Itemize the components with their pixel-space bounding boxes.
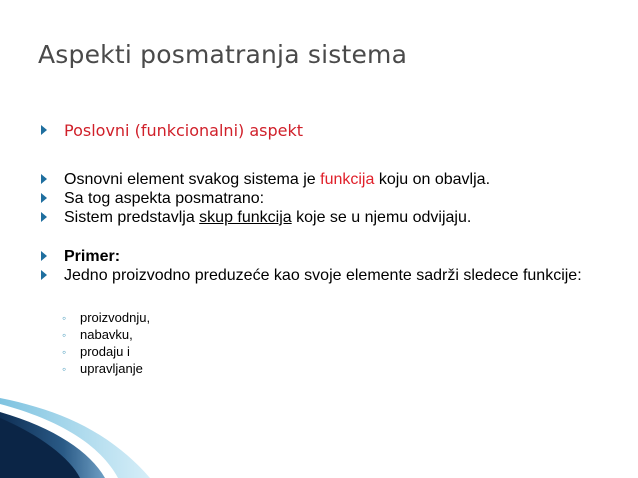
sub-item-text: proizvodnju, [80, 310, 151, 325]
sub-item-text: prodaju i [80, 344, 130, 359]
example-label-text: Primer: [64, 248, 121, 265]
circle-bullet-icon: ◦ [62, 362, 67, 376]
sub-item-text: upravljanje [80, 361, 143, 376]
bullet-line-2-text: Sa tog aspekta posmatrano: [64, 190, 265, 207]
circle-bullet-icon: ◦ [62, 328, 67, 342]
line1-after: koju on obavlja. [374, 171, 491, 188]
line3-after: koje se u njemu odvijaju. [291, 209, 472, 226]
circle-bullet-icon: ◦ [62, 311, 67, 325]
sub-item-text: nabavku, [80, 327, 133, 342]
slide-title: Aspekti posmatranja sistema [38, 40, 408, 69]
example-text: Jedno proizvodno preduzeće kao svoje elemente sadrži sledece funkcije: [64, 267, 582, 284]
heading-text: Poslovni (funkcionalni) aspekt [64, 121, 304, 140]
line3-before: Sistem predstavlja [64, 209, 200, 226]
circle-bullet-icon: ◦ [62, 345, 67, 359]
line1-before: Osnovni element svakog sistema je [64, 171, 321, 188]
line3-underlined: skup funkcija [199, 209, 292, 226]
line1-highlight: funkcija [320, 171, 375, 188]
